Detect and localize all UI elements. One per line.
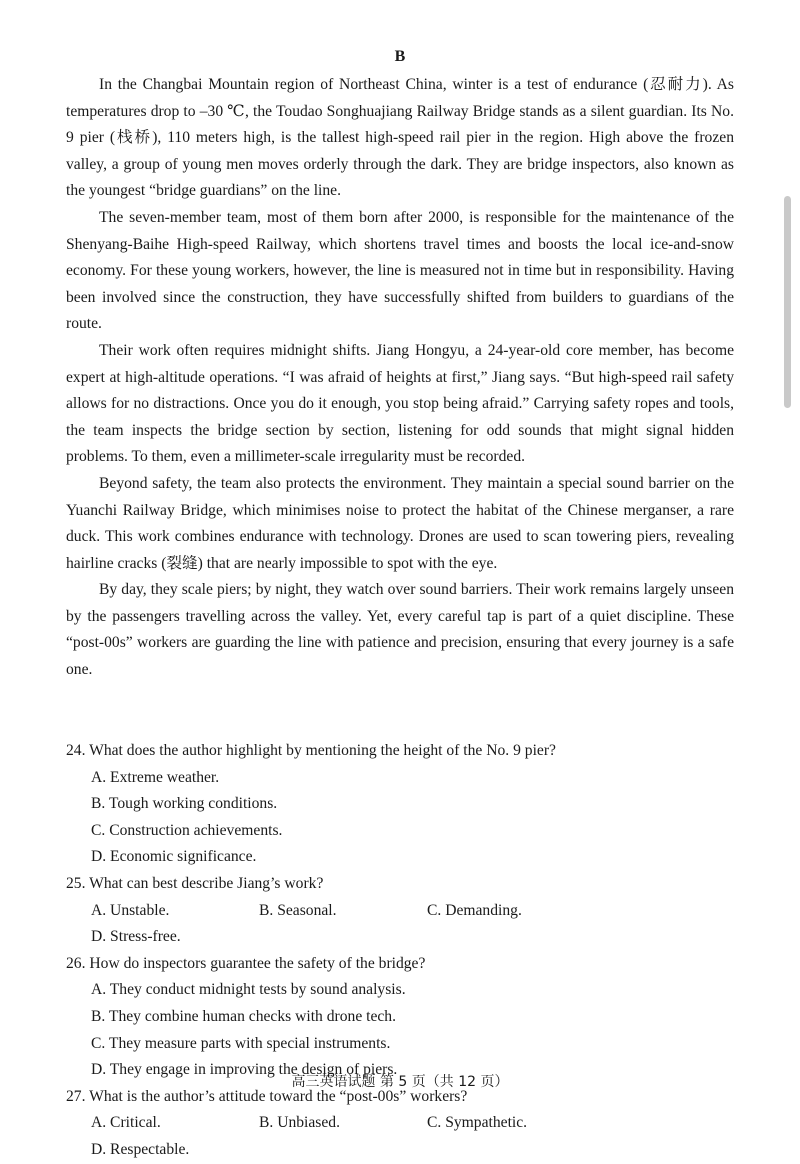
option-d: D. They engage in improving the design of piers. [91,1061,398,1079]
option-group [66,765,746,871]
option-group [66,977,746,1083]
option-c: C. Demanding. [427,901,522,919]
question-stem: 24. What does the author highlight by mentioning the height of the No. 9 pier? [66,742,556,759]
question-list [66,738,746,1164]
option-c: C. They measure parts with special instruments. [91,1034,391,1052]
passage-paragraph: Beyond safety, the team also protects the environment. They maintain a special sound barrier on the Yuanchi Railway Bridge, which minimises noise to protect the habitat of the Chinese merganser, a rare duck. This work combines endurance with technology. Drones are used to scan towering piers, revealing hairline cracks (裂缝) that are nearly impossible to spot with the eye. [66,474,734,572]
option-c: C. Sympathetic. [427,1114,528,1132]
option-group [66,1110,746,1163]
option-b: B. They combine human checks with drone tech. [91,1007,397,1025]
scrollbar-thumb[interactable] [784,196,791,408]
option-a: A. Critical. [91,1114,161,1132]
option-c: C. Construction achievements. [91,821,283,839]
option-a: A. Unstable. [91,901,170,919]
question-stem: 26. How do inspectors guarantee the safety of the bridge? [66,954,426,972]
option-d: D. Economic significance. [91,848,257,866]
passage-paragraph: The seven-member team, most of them born after 2000, is responsible for the maintenance of the Shenyang-Baihe High-speed Railway, which shortens travel times and boosts the local ice-and-snow economy. For these young workers, however, the line is measured not in time but in responsibility. Having been involved since the construction, they have successfully shifted from builders to guardians of the route. [66,208,734,333]
reading-passage [66,72,734,684]
question-stem: 25. What can best describe Jiang’s work? [66,874,324,892]
passage-paragraph: Their work often requires midnight shifts. Jiang Hongyu, a 24-year-old core member, has become expert at high-altitude operations. “I was afraid of heights at first,” Jiang says. “But high-speed rail safety allows for no distractions. Once you do it enough, you stop being afraid.” Carrying safety ropes and tools, the team inspects the bridge section by section, listening for odd sounds that might signal hidden problems. To them, even a millimeter-scale irregularity must be recorded. [66,341,734,466]
question-stem: 27. What is the author’s attitude toward the “post-00s” workers? [66,1087,468,1105]
option-d: D. Respectable. [91,1140,190,1158]
passage-paragraph: By day, they scale piers; by night, they watch over sound barriers. Their work remains largely unseen by the passengers travelling across the valley. Yet, every careful tap is part of a quiet discipline. These “post-00s” workers are guarding the line with patience and precision, ensuring that every journey is a safe one. [66,581,734,679]
question-26 [66,951,746,1084]
option-b: B. Unbiased. [259,1114,340,1132]
question-27 [66,1084,746,1164]
option-d: D. Stress-free. [91,928,181,946]
option-group [66,898,746,951]
option-b: B. Seasonal. [259,901,337,919]
option-b: B. Tough working conditions. [91,795,278,813]
page-footer: 高三英语试题 第 5 页（共 12 页） [291,1074,509,1090]
passage-paragraph: In the Changbai Mountain region of Northeast China, winter is a test of endurance (忍耐力). As temperatures drop to –30 ℃, the Toudao Songhuajiang Railway Bridge stands as a silent guardian. Its No. 9 pier (栈桥), 110 meters high, is the tallest high-speed rail pier in the region. High above the frozen valley, a group of young men moves orderly through the dark. They are bridge inspectors, also known as the youngest “bridge guardians” on the line. [66,76,734,200]
question-25 [66,871,746,951]
option-a: A. Extreme weather. [91,768,220,786]
section-letter: B [394,48,406,65]
question-24 [66,738,746,871]
option-a: A. They conduct midnight tests by sound analysis. [91,981,406,999]
